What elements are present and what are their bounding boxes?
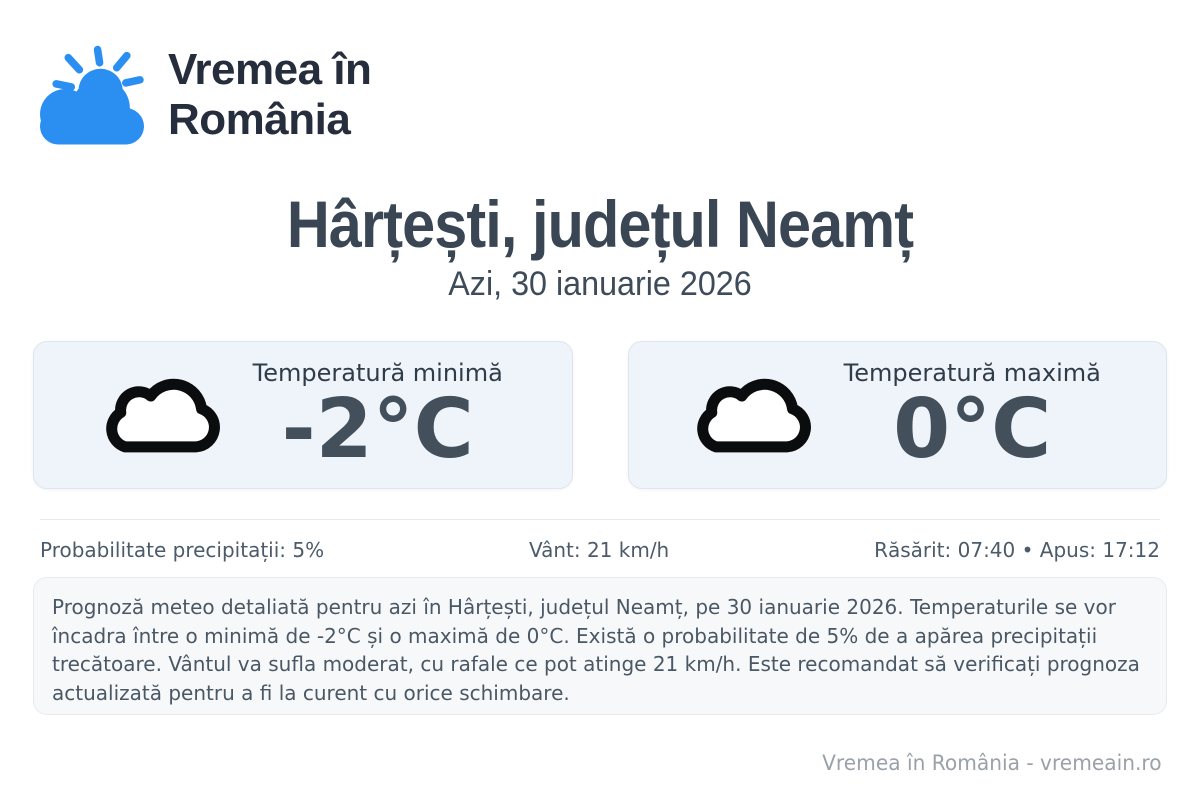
cloud-icon <box>694 373 814 457</box>
footer-credit: Vremea în România - vremeain.ro <box>822 751 1162 775</box>
sunrise-sunset-stat: Răsărit: 07:40 • Apus: 17:12 <box>874 538 1160 562</box>
min-temperature-text <box>252 359 503 477</box>
precipitation-stat: Probabilitate precipitații: 5% <box>40 538 325 562</box>
stats-row <box>40 538 1160 562</box>
min-temperature-card <box>33 341 573 489</box>
max-temperature-label: Temperatură maximă <box>843 359 1101 387</box>
min-temperature-label: Temperatură minimă <box>252 359 503 387</box>
forecast-description-box <box>33 577 1167 715</box>
max-temperature-text <box>843 359 1101 477</box>
brand-name <box>168 45 371 145</box>
max-temperature-card <box>628 341 1168 489</box>
page-title: Hârțești, județul Neamț <box>286 187 914 261</box>
wind-stat: Vânt: 21 km/h <box>528 538 670 562</box>
page-subtitle: Azi, 30 ianuarie 2026 <box>448 265 752 303</box>
sun-cloud-logo-icon <box>38 45 146 145</box>
temperature-cards <box>33 341 1167 489</box>
brand-logo <box>38 45 371 145</box>
stats-divider <box>40 519 1160 520</box>
cloud-icon <box>103 373 223 457</box>
min-temperature-value: -2°C <box>281 382 474 477</box>
brand-name-line2: România <box>168 95 351 144</box>
max-temperature-value: 0°C <box>893 382 1052 477</box>
brand-name-line1: Vremea în <box>168 45 372 94</box>
forecast-description: Prognoză meteo detaliată pentru azi în Hârțești, județul Neamț, pe 30 ianuarie 2026. Temperaturile se vor încadra între o minimă de -2°C și o maximă de 0°C. Există o probabilitate de 5% de a apărea precipitații trecătoare. Vântul va sufla moderat, cu rafale ce pot atinge 21 km/h. Este recomandat să verificați prognoza actualizată pentru a fi la curent cu orice schimbare. <box>52 595 1140 705</box>
